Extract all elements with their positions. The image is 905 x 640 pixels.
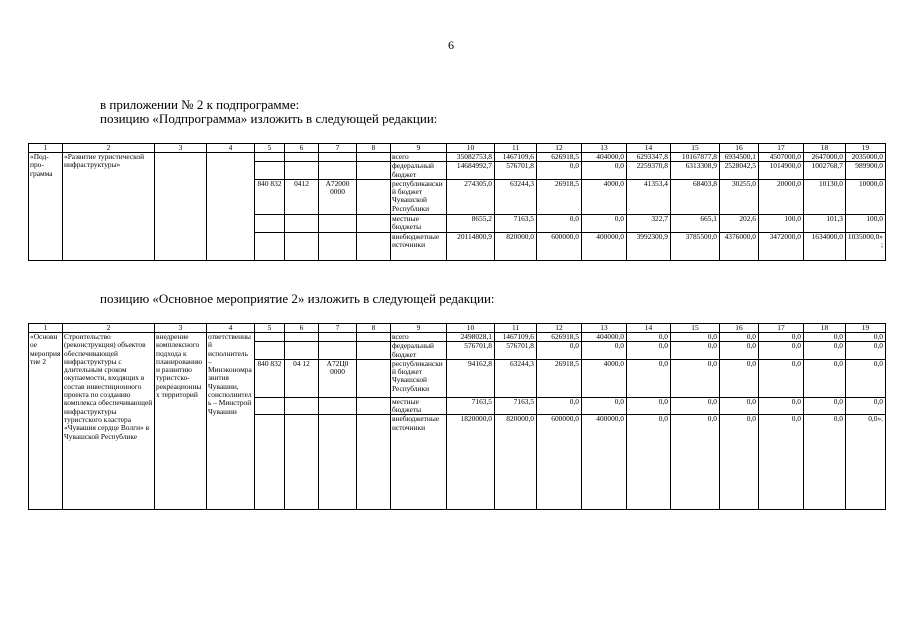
- amount-cell: 0,0: [627, 397, 671, 415]
- empty-code-cell: [357, 162, 391, 180]
- amount-cell: 0,0: [720, 359, 759, 397]
- amount-cell: 10000,0: [846, 179, 886, 214]
- empty-code-cell: [357, 342, 391, 360]
- amount-cell: 600000,0: [537, 232, 582, 260]
- column-header: 3: [155, 144, 207, 153]
- code-c6: 0412: [285, 179, 319, 214]
- code-c7: А72Ц0 0000: [319, 359, 357, 397]
- amount-cell: 1820000,0: [447, 415, 495, 510]
- amount-cell: 0,0: [804, 359, 846, 397]
- amount-cell: 94162,8: [447, 359, 495, 397]
- program-col4: [207, 153, 255, 261]
- amount-cell: 4376000,0: [720, 232, 759, 260]
- empty-code-cell: [319, 232, 357, 260]
- column-header: 2: [63, 144, 155, 153]
- amount-cell: 0,0».: [846, 415, 886, 510]
- amount-cell: 202,6: [720, 214, 759, 232]
- column-header: 7: [319, 144, 357, 153]
- column-header: 18: [804, 144, 846, 153]
- column-header: 6: [285, 144, 319, 153]
- amount-cell: 0,0: [627, 333, 671, 342]
- code-c8: [357, 359, 391, 397]
- column-header: 15: [671, 144, 720, 153]
- empty-code-cell: [255, 415, 285, 510]
- column-header: 18: [804, 324, 846, 333]
- funding-source: республиканский бюджет Чувашской Республики: [391, 179, 447, 214]
- amount-cell: 0,0: [846, 359, 886, 397]
- amount-cell: 0,0: [759, 333, 804, 342]
- amount-cell: 68403,8: [671, 179, 720, 214]
- column-header: 11: [495, 144, 537, 153]
- empty-code-cell: [357, 214, 391, 232]
- amount-cell: 6313308,9: [671, 162, 720, 180]
- amount-cell: 576701,8: [447, 342, 495, 360]
- empty-code-cell: [285, 162, 319, 180]
- amount-cell: 3472000,0: [759, 232, 804, 260]
- amount-cell: 400000,0: [582, 232, 627, 260]
- empty-code-cell: [285, 232, 319, 260]
- funding-source: местные бюджеты: [391, 397, 447, 415]
- column-header: 3: [155, 324, 207, 333]
- funding-source: местные бюджеты: [391, 214, 447, 232]
- column-header: 16: [720, 144, 759, 153]
- amount-cell: 0,0: [537, 342, 582, 360]
- empty-code-cell: [285, 342, 319, 360]
- empty-code-cell: [357, 397, 391, 415]
- amount-cell: 0,0: [804, 333, 846, 342]
- column-header: 10: [447, 144, 495, 153]
- amount-cell: 0,0: [804, 342, 846, 360]
- amount-cell: 4000,0: [582, 179, 627, 214]
- amount-cell: 14684992,7: [447, 162, 495, 180]
- amount-cell: 0,0: [759, 415, 804, 510]
- program-col3: внедрение комплексного подхода к планированию и развитию туристско-рекреационных территорий: [155, 333, 207, 510]
- empty-code-cell: [285, 397, 319, 415]
- amount-cell: 0,0: [759, 359, 804, 397]
- empty-code-cell: [319, 214, 357, 232]
- amount-cell: 100,0: [759, 214, 804, 232]
- amount-cell: 2647000,0: [804, 153, 846, 162]
- column-header: 14: [627, 324, 671, 333]
- amount-cell: 3785500,0: [671, 232, 720, 260]
- empty-code-cell: [319, 153, 357, 162]
- column-header: 5: [255, 324, 285, 333]
- amount-cell: 820000,0: [495, 415, 537, 510]
- amount-cell: 0,0: [582, 162, 627, 180]
- amount-cell: 3992300,9: [627, 232, 671, 260]
- column-header: 11: [495, 324, 537, 333]
- amount-cell: 274305,0: [447, 179, 495, 214]
- column-header: 2: [63, 324, 155, 333]
- amount-cell: 63244,3: [495, 179, 537, 214]
- funding-source: внебюджетные источники: [391, 415, 447, 510]
- column-header: 9: [391, 144, 447, 153]
- empty-code-cell: [357, 333, 391, 342]
- empty-code-cell: [255, 214, 285, 232]
- amount-cell: 30255,0: [720, 179, 759, 214]
- amount-cell: 0,0: [671, 342, 720, 360]
- amount-cell: 0,0: [720, 415, 759, 510]
- column-header: 8: [357, 324, 391, 333]
- amount-cell: 600000,0: [537, 415, 582, 510]
- program-col1: «Основное мероприятие 2: [29, 333, 63, 510]
- amount-cell: 100,0: [846, 214, 886, 232]
- amount-cell: 1002768,7: [804, 162, 846, 180]
- program-col1: «Под-про-грамма: [29, 153, 63, 261]
- amount-cell: 20000,0: [759, 179, 804, 214]
- amount-cell: 0,0: [627, 415, 671, 510]
- column-header: 19: [846, 324, 886, 333]
- table-row: [29, 333, 886, 342]
- column-header: 1: [29, 144, 63, 153]
- amount-cell: 0,0: [846, 397, 886, 415]
- amount-cell: 0,0: [627, 359, 671, 397]
- amount-cell: 0,0: [671, 415, 720, 510]
- header-row: [29, 144, 886, 153]
- funding-source: федеральный бюджет: [391, 342, 447, 360]
- amount-cell: 41353,4: [627, 179, 671, 214]
- amount-cell: 626918,5: [537, 153, 582, 162]
- intro-line-2: позицию «Подпрограмма» изложить в следующей редакции:: [100, 111, 438, 126]
- program-col4: ответственный исполнитель – Минэкономразвития Чувашии, соисполнитель – Минстрой Чувашии: [207, 333, 255, 510]
- funding-source: всего: [391, 333, 447, 342]
- amount-cell: 820000,0: [495, 232, 537, 260]
- empty-code-cell: [285, 333, 319, 342]
- amount-cell: 576701,8: [495, 342, 537, 360]
- amount-cell: 1467109,6: [495, 333, 537, 342]
- amount-cell: 0,0: [671, 333, 720, 342]
- empty-code-cell: [255, 153, 285, 162]
- empty-code-cell: [255, 342, 285, 360]
- amount-cell: 20114800,9: [447, 232, 495, 260]
- subprogram-table: [28, 143, 886, 261]
- amount-cell: 6934500,1: [720, 153, 759, 162]
- column-header: 17: [759, 324, 804, 333]
- program-col3: [155, 153, 207, 261]
- funding-source: всего: [391, 153, 447, 162]
- amount-cell: 404000,0: [582, 153, 627, 162]
- column-header: 7: [319, 324, 357, 333]
- amount-cell: 2498028,1: [447, 333, 495, 342]
- amount-cell: 8655,2: [447, 214, 495, 232]
- amount-cell: 0,0: [537, 162, 582, 180]
- amount-cell: 35082753,8: [447, 153, 495, 162]
- amount-cell: 0,0: [720, 342, 759, 360]
- empty-code-cell: [285, 153, 319, 162]
- amount-cell: 7163,5: [447, 397, 495, 415]
- amount-cell: 10167877,8: [671, 153, 720, 162]
- amount-cell: 989900,0: [846, 162, 886, 180]
- amount-cell: 4000,0: [582, 359, 627, 397]
- column-header: 13: [582, 324, 627, 333]
- amount-cell: 0,0: [671, 397, 720, 415]
- empty-code-cell: [285, 415, 319, 510]
- code-c7: А72000 0000: [319, 179, 357, 214]
- empty-code-cell: [319, 415, 357, 510]
- page-number: 6: [448, 38, 454, 52]
- amount-cell: 0,0: [759, 397, 804, 415]
- amount-cell: 665,1: [671, 214, 720, 232]
- amount-cell: 0,0: [537, 397, 582, 415]
- column-header: 13: [582, 144, 627, 153]
- empty-code-cell: [285, 214, 319, 232]
- amount-cell: 0,0: [804, 415, 846, 510]
- column-header: 12: [537, 144, 582, 153]
- empty-code-cell: [255, 333, 285, 342]
- program-col2: «Развитие туристической инфраструктуры»: [63, 153, 155, 261]
- intro-line-1: в приложении № 2 к подпрограмме:: [100, 97, 300, 112]
- amount-cell: 2528042,5: [720, 162, 759, 180]
- amount-cell: 0,0: [537, 214, 582, 232]
- amount-cell: 1634000,0: [804, 232, 846, 260]
- amount-cell: 626918,5: [537, 333, 582, 342]
- amount-cell: 0,0: [759, 342, 804, 360]
- main-event-2-table: [28, 323, 886, 510]
- amount-cell: 1467109,6: [495, 153, 537, 162]
- empty-code-cell: [319, 162, 357, 180]
- empty-code-cell: [357, 415, 391, 510]
- amount-cell: 1014900,0: [759, 162, 804, 180]
- section2-title: позицию «Основное мероприятие 2» изложить в следующей редакции:: [100, 291, 495, 306]
- column-header: 4: [207, 324, 255, 333]
- column-header: 12: [537, 324, 582, 333]
- program-col2: Строительство (реконструкция) объектов обеспечивающей инфраструктуры с длительным сроком окупаемости, входящих в состав инвестиционного проекта по созданию комплекса обеспечивающей инфраструктуры туристского кластера «Чувашия сердце Волги» в Чувашской Республике: [63, 333, 155, 510]
- amount-cell: 0,0: [582, 342, 627, 360]
- column-header: 5: [255, 144, 285, 153]
- amount-cell: 2259370,8: [627, 162, 671, 180]
- amount-cell: 4507000,0: [759, 153, 804, 162]
- empty-code-cell: [319, 342, 357, 360]
- funding-source: внебюджетные источники: [391, 232, 447, 260]
- amount-cell: 0,0: [720, 333, 759, 342]
- code-c5: 840 832: [255, 359, 285, 397]
- amount-cell: 0,0: [720, 397, 759, 415]
- amount-cell: 400000,0: [582, 415, 627, 510]
- empty-code-cell: [357, 232, 391, 260]
- amount-cell: 1035000,0»;: [846, 232, 886, 260]
- amount-cell: 0,0: [582, 397, 627, 415]
- amount-cell: 26918,5: [537, 179, 582, 214]
- amount-cell: 404000,0: [582, 333, 627, 342]
- amount-cell: 0,0: [582, 214, 627, 232]
- header-row: [29, 324, 886, 333]
- code-c6: 04 12: [285, 359, 319, 397]
- empty-code-cell: [255, 397, 285, 415]
- empty-code-cell: [319, 397, 357, 415]
- amount-cell: 10130,0: [804, 179, 846, 214]
- amount-cell: 2035000,0: [846, 153, 886, 162]
- amount-cell: 322,7: [627, 214, 671, 232]
- column-header: 17: [759, 144, 804, 153]
- column-header: 6: [285, 324, 319, 333]
- column-header: 1: [29, 324, 63, 333]
- empty-code-cell: [255, 232, 285, 260]
- amount-cell: 0,0: [804, 397, 846, 415]
- code-c5: 840 832: [255, 179, 285, 214]
- funding-source: республиканский бюджет Чувашской Республики: [391, 359, 447, 397]
- amount-cell: 7163,5: [495, 214, 537, 232]
- amount-cell: 576701,8: [495, 162, 537, 180]
- funding-source: федеральный бюджет: [391, 162, 447, 180]
- column-header: 4: [207, 144, 255, 153]
- code-c8: [357, 179, 391, 214]
- column-header: 14: [627, 144, 671, 153]
- amount-cell: 0,0: [846, 333, 886, 342]
- amount-cell: 26918,5: [537, 359, 582, 397]
- amount-cell: 63244,3: [495, 359, 537, 397]
- empty-code-cell: [255, 162, 285, 180]
- amount-cell: 101,3: [804, 214, 846, 232]
- column-header: 19: [846, 144, 886, 153]
- amount-cell: 7163,5: [495, 397, 537, 415]
- amount-cell: 0,0: [671, 359, 720, 397]
- empty-code-cell: [319, 333, 357, 342]
- column-header: 9: [391, 324, 447, 333]
- column-header: 16: [720, 324, 759, 333]
- column-header: 15: [671, 324, 720, 333]
- empty-code-cell: [357, 153, 391, 162]
- column-header: 10: [447, 324, 495, 333]
- amount-cell: 0,0: [846, 342, 886, 360]
- amount-cell: 6293347,8: [627, 153, 671, 162]
- amount-cell: 0,0: [627, 342, 671, 360]
- table-row: [29, 153, 886, 162]
- column-header: 8: [357, 144, 391, 153]
